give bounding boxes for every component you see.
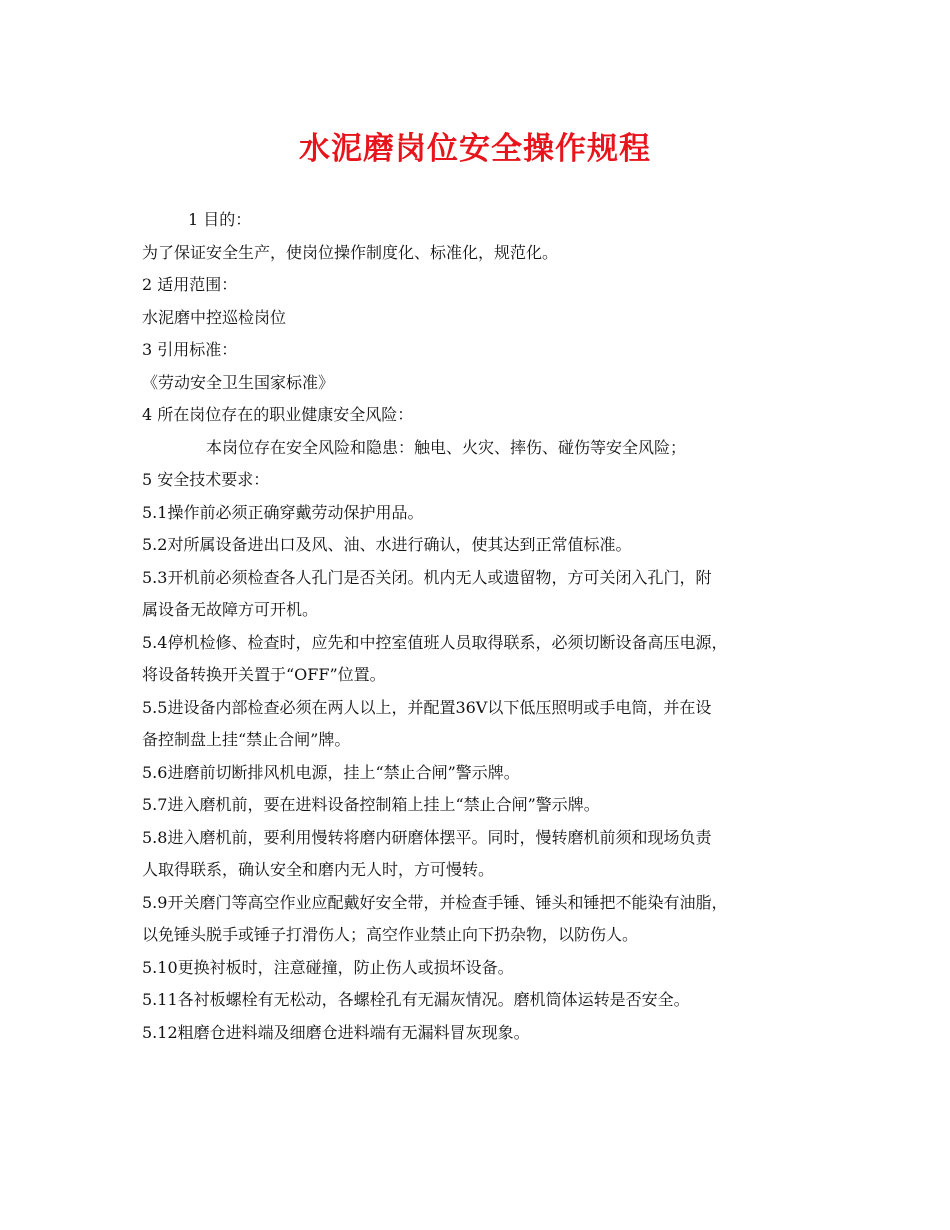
- requirement-item: 5.2对所属设备进出口及风、油、水进行确认，使其达到正常值标准。: [142, 535, 632, 554]
- requirement-item-continued: 备控制盘上挂“禁止合闸”牌。: [142, 730, 351, 749]
- section-heading-references: 3 引用标准：: [142, 340, 238, 359]
- requirement-item-continued: 人取得联系，确认安全和磨内无人时，方可慢转。: [142, 860, 495, 879]
- section-heading-scope: 2 适用范围：: [142, 275, 238, 294]
- section-heading-requirements: 5 安全技术要求：: [142, 470, 270, 489]
- requirement-item: 5.11各衬板螺栓有无松动，各螺栓孔有无漏灰情况。磨机筒体运转是否安全。: [142, 990, 690, 1009]
- document-body: [142, 204, 842, 1049]
- requirement-item-continued: 将设备转换开关置于“OFF”位置。: [142, 665, 386, 684]
- requirement-item-continued: 属设备无故障方可开机。: [142, 600, 319, 619]
- section-heading-purpose: 1 目的：: [188, 210, 252, 229]
- requirement-item: 5.3开机前必须检查各人孔门是否关闭。机内无人或遗留物，方可关闭入孔门，附: [142, 567, 712, 587]
- requirement-item: 5.12粗磨仓进料端及细磨仓进料端有无漏料冒灰现象。: [142, 1022, 530, 1042]
- paragraph-line: 《劳动安全卫生国家标准》: [142, 372, 335, 392]
- requirement-item: 5.7进入磨机前，要在进料设备控制箱上挂上“禁止合闸”警示牌。: [142, 795, 600, 814]
- requirement-item: 5.1操作前必须正确穿戴劳动保护用品。: [142, 502, 424, 522]
- requirement-item: 5.8进入磨机前，要利用慢转将磨内研磨体摆平。同时，慢转磨机前须和现场负责: [142, 827, 712, 847]
- requirement-item-continued: 以免锤头脱手或锤子打滑伤人；高空作业禁止向下扔杂物，以防伤人。: [142, 925, 639, 944]
- paragraph-line: 水泥磨中控巡检岗位: [142, 307, 287, 327]
- requirement-item: 5.6进磨前切断排风机电源，挂上“禁止合闸”警示牌。: [142, 762, 520, 782]
- paragraph-line: 本岗位存在安全风险和隐患：触电、火灾、摔伤、碰伤等安全风险；: [206, 437, 687, 457]
- requirement-item: 5.9开关磨门等高空作业应配戴好安全带，并检查手锤、锤头和锤把不能染有油脂，: [142, 892, 728, 912]
- requirement-item: 5.4停机检修、检查时，应先和中控室值班人员取得联系，必须切断设备高压电源，: [142, 632, 728, 652]
- requirement-item: 5.10更换衬板时，注意碰撞，防止伤人或损坏设备。: [142, 957, 514, 977]
- section-heading-risks: 4 所在岗位存在的职业健康安全风险：: [142, 405, 414, 424]
- requirement-item: 5.5进设备内部检查必须在两人以上，并配置36V以下低压照明或手电筒，并在设: [142, 697, 712, 717]
- document-title: 水泥磨岗位安全操作规程: [299, 131, 651, 167]
- paragraph-line: 为了保证安全生产，使岗位操作制度化、标准化，规范化。: [142, 242, 559, 262]
